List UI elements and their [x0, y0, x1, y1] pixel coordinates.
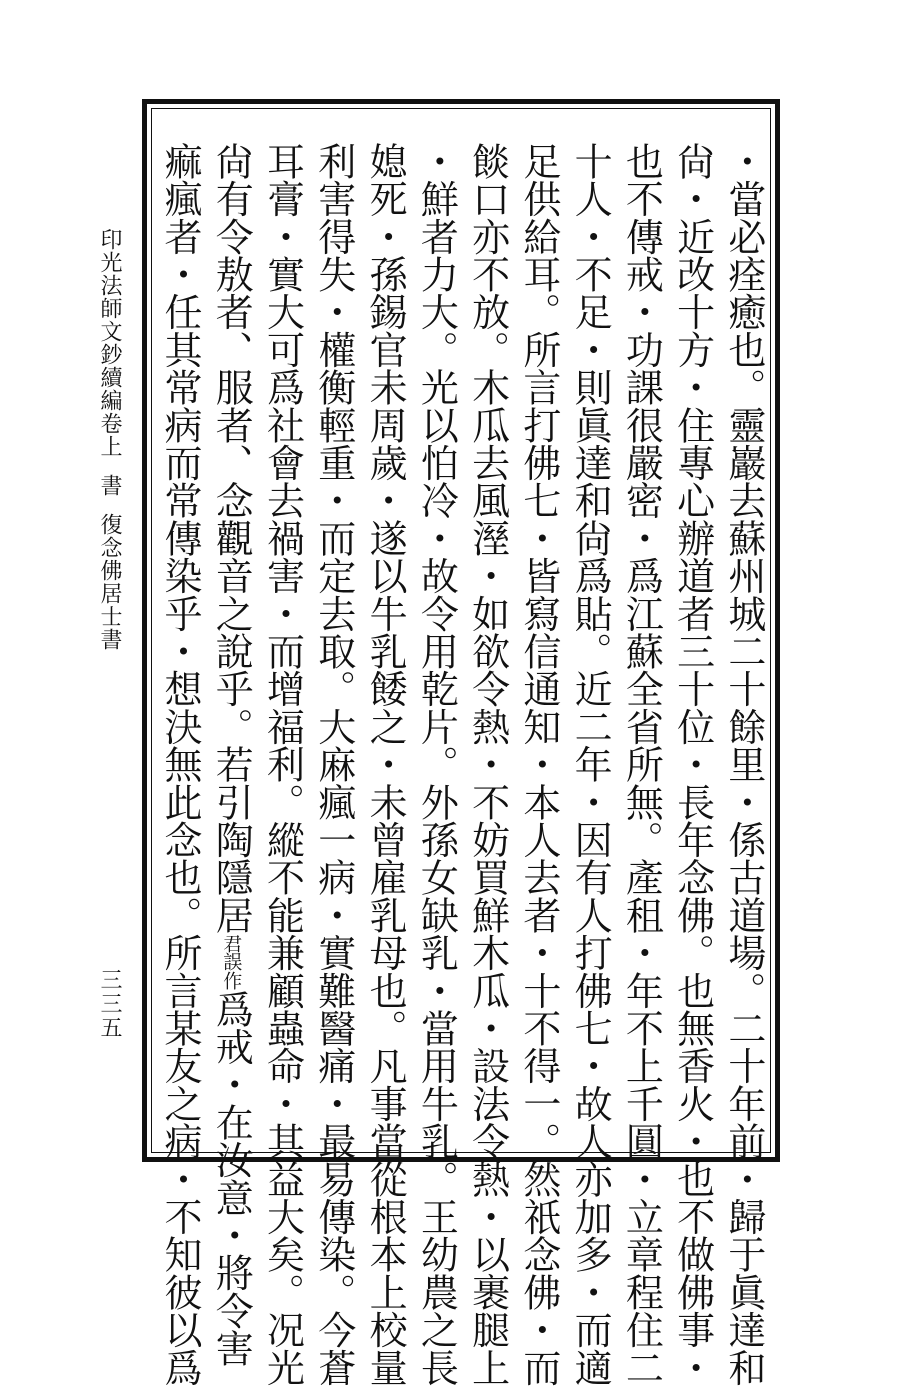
- column-11-text-before: 尙有令敖者、服者、念觀音之說乎。若引陶隱居: [209, 142, 254, 934]
- text-column-4: 十人・不足・則眞達和尙爲貼。近二年・因有人打佛七・故人亦加多・而適: [568, 142, 613, 1386]
- text-column-1: ・當必痊癒也。靈巖去蘇州城二十餘里・係古道場。二十年前・歸于眞達和: [721, 142, 766, 1386]
- page-number: 三三五: [97, 968, 122, 1040]
- interlinear-annotation: [221, 934, 241, 990]
- letter-title: 復念佛居士書: [97, 513, 122, 651]
- column-11-text-after: 爲戒・在汝意・將令害: [209, 989, 254, 1367]
- text-column-3: 也不傳戒・功課很嚴密・爲江蘇全省所無。產租・年不上千圓・立章程住二: [619, 142, 664, 1386]
- running-header: [96, 228, 122, 651]
- text-column-5: 足供給耳。所言打佛七・皆寫信通知・本人去者・十不得一。然祇念佛・而: [516, 142, 561, 1386]
- text-body: [158, 142, 766, 1386]
- text-column-6: 餤口亦不放。木瓜去風溼・如欲令熱・不妨買鮮木瓜・設法令熱・以裹腿上: [465, 142, 510, 1386]
- text-column-7: ・鮮者力大。光以怕冷・故令用乾片。外孫女缺乳・當用牛乳。王幼農之長: [414, 142, 459, 1386]
- annotation-right: 誤作: [220, 952, 243, 990]
- book-title: 印光法師文鈔續編卷上: [97, 228, 122, 458]
- text-column-2: 尙・近改十方・住專心辦道者三十位・長年念佛。也無香火・也不做佛事・: [670, 142, 715, 1386]
- annotation-left: 君: [220, 933, 243, 953]
- section-label: 書: [97, 474, 122, 497]
- text-column-10: 耳膏・實大可爲社會去禍害・而增福利。縱不能兼顧蟲命・其益大矣。况光: [260, 142, 305, 1386]
- text-column-8: 媳死・孫錫官未周歲・遂以牛乳餧之・未曾雇乳母也。凡事當從根本上校量: [363, 142, 408, 1386]
- text-column-9: 利害得失・權衡輕重・而定去取。大麻瘋一病・實難醫痛・最易傳染。今蒼: [311, 142, 356, 1386]
- text-column-11: [209, 142, 254, 1367]
- text-column-12: 痲瘋者・任其常病而常傳染乎・想決無此念也。所言某友之病・不知彼以爲: [158, 142, 202, 1386]
